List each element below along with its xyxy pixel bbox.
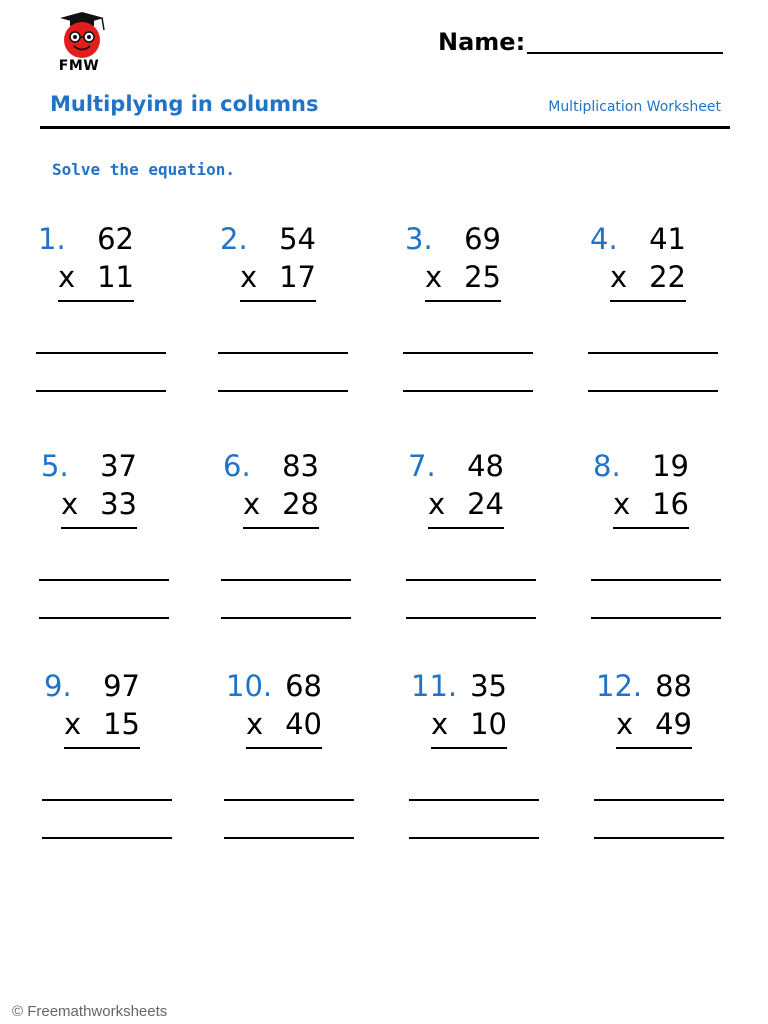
multiplicand: 35 [470, 669, 507, 703]
problem-number: 4. [590, 222, 618, 256]
multiplier: 40 [285, 707, 322, 741]
multiply-operator: x [428, 487, 446, 521]
answer-line-1[interactable] [218, 352, 348, 354]
answer-line-1[interactable] [591, 579, 721, 581]
multiplicand: 41 [649, 222, 686, 256]
problem-underline [240, 300, 316, 302]
name-blank-line[interactable] [527, 52, 723, 54]
answer-line-2[interactable] [409, 837, 539, 839]
worksheet-title: Multiplying in columns [50, 92, 319, 116]
multiplicand: 88 [655, 669, 692, 703]
multiplicand: 62 [97, 222, 134, 256]
answer-line-2[interactable] [221, 617, 351, 619]
multiplier: 24 [467, 487, 504, 521]
problem-underline [246, 747, 322, 749]
multiplicand: 69 [464, 222, 501, 256]
answer-line-1[interactable] [39, 579, 169, 581]
answer-line-1[interactable] [36, 352, 166, 354]
instruction-text: Solve the equation. [52, 160, 236, 179]
answer-line-1[interactable] [403, 352, 533, 354]
multiplier: 33 [100, 487, 137, 521]
multiplier: 15 [103, 707, 140, 741]
problem-item [596, 669, 731, 849]
multiply-operator: x [425, 260, 443, 294]
answer-line-1[interactable] [588, 352, 718, 354]
problem-number: 8. [593, 449, 621, 483]
problem-number: 11. [411, 669, 458, 703]
problem-underline [616, 747, 692, 749]
problem-item [411, 669, 546, 849]
multiplier: 16 [652, 487, 689, 521]
problem-item [590, 222, 725, 402]
problem-underline [613, 527, 689, 529]
answer-line-1[interactable] [594, 799, 724, 801]
answer-line-2[interactable] [36, 390, 166, 392]
footer-copyright: © Freemathworksheets [12, 1003, 168, 1020]
problem-number: 1. [38, 222, 66, 256]
multiplier: 17 [279, 260, 316, 294]
problem-item [44, 669, 179, 849]
answer-line-2[interactable] [224, 837, 354, 839]
problem-number: 6. [223, 449, 251, 483]
answer-line-1[interactable] [224, 799, 354, 801]
answer-line-2[interactable] [591, 617, 721, 619]
problem-underline [431, 747, 507, 749]
problem-underline [243, 527, 319, 529]
multiplier: 22 [649, 260, 686, 294]
problem-underline [64, 747, 140, 749]
problem-item [41, 449, 176, 629]
multiply-operator: x [613, 487, 631, 521]
answer-line-2[interactable] [588, 390, 718, 392]
problem-underline [610, 300, 686, 302]
problem-item [226, 669, 361, 849]
multiplicand: 37 [100, 449, 137, 483]
multiplicand: 68 [285, 669, 322, 703]
worksheet-subtitle: Multiplication Worksheet [548, 99, 721, 115]
answer-line-2[interactable] [594, 837, 724, 839]
problem-underline [428, 527, 504, 529]
problem-number: 12. [596, 669, 643, 703]
multiply-operator: x [246, 707, 264, 741]
answer-line-2[interactable] [218, 390, 348, 392]
answer-line-1[interactable] [406, 579, 536, 581]
fmw-logo [48, 12, 118, 78]
multiply-operator: x [610, 260, 628, 294]
problem-item [408, 449, 543, 629]
answer-line-2[interactable] [39, 617, 169, 619]
problem-underline [425, 300, 501, 302]
multiply-operator: x [240, 260, 258, 294]
multiplicand: 19 [652, 449, 689, 483]
multiplier: 49 [655, 707, 692, 741]
problem-underline [61, 527, 137, 529]
multiplicand: 83 [282, 449, 319, 483]
multiply-operator: x [64, 707, 82, 741]
problem-underline [58, 300, 134, 302]
multiply-operator: x [58, 260, 76, 294]
multiply-operator: x [431, 707, 449, 741]
problem-number: 9. [44, 669, 72, 703]
multiply-operator: x [243, 487, 261, 521]
name-label: Name: [438, 28, 526, 56]
multiplicand: 48 [467, 449, 504, 483]
answer-line-2[interactable] [406, 617, 536, 619]
header-divider [40, 126, 730, 129]
problem-number: 10. [226, 669, 273, 703]
problem-item [220, 222, 355, 402]
problem-item [223, 449, 358, 629]
answer-line-2[interactable] [42, 837, 172, 839]
multiplier: 28 [282, 487, 319, 521]
logo-text: FMW [58, 58, 100, 74]
problem-item [405, 222, 540, 402]
multiplicand: 54 [279, 222, 316, 256]
problem-number: 2. [220, 222, 248, 256]
problem-item [38, 222, 173, 402]
problem-number: 7. [408, 449, 436, 483]
problem-number: 5. [41, 449, 69, 483]
problem-number: 3. [405, 222, 433, 256]
multiply-operator: x [616, 707, 634, 741]
answer-line-2[interactable] [403, 390, 533, 392]
multiplier: 10 [470, 707, 507, 741]
apple-mascot-icon [48, 12, 110, 60]
answer-line-1[interactable] [42, 799, 172, 801]
multiply-operator: x [61, 487, 79, 521]
multiplier: 11 [97, 260, 134, 294]
answer-line-1[interactable] [409, 799, 539, 801]
multiplicand: 97 [103, 669, 140, 703]
problem-item [593, 449, 728, 629]
answer-line-1[interactable] [221, 579, 351, 581]
multiplier: 25 [464, 260, 501, 294]
